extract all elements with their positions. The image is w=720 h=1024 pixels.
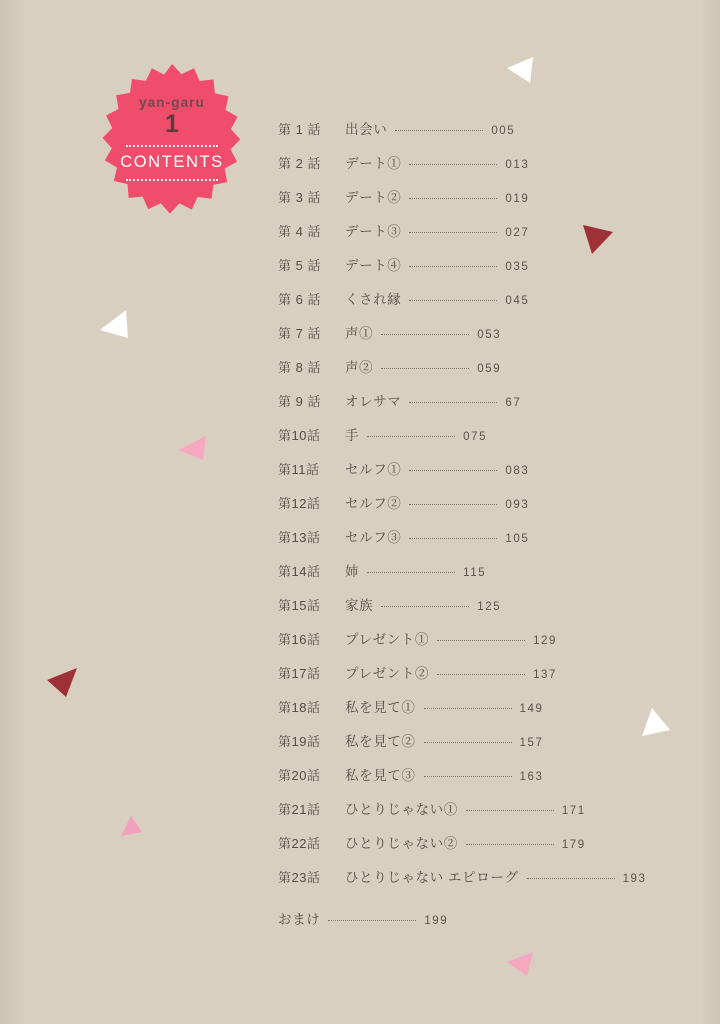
toc-leader-dots xyxy=(409,300,497,301)
toc-entry-episode: 第16話 xyxy=(278,632,321,647)
toc-leader-dots xyxy=(409,232,497,233)
toc-entry[interactable] xyxy=(278,390,678,424)
toc-leader-dots xyxy=(424,742,512,743)
toc-entry-episode: 第 9 話 xyxy=(278,394,321,409)
toc-entry-title: 声① xyxy=(345,326,374,341)
toc-entry-episode: 第 1 話 xyxy=(278,122,321,137)
toc-entry-episode: 第21話 xyxy=(278,802,321,817)
table-of-contents xyxy=(278,118,678,942)
toc-entry[interactable] xyxy=(278,730,678,764)
toc-entry-page: 059 xyxy=(477,363,502,375)
toc-leader-dots xyxy=(527,878,615,879)
toc-entry-page: 053 xyxy=(477,329,502,341)
toc-leader-dots xyxy=(409,504,497,505)
toc-entry-title: 私を見て② xyxy=(345,734,416,749)
toc-entry-title: オレサマ xyxy=(345,394,402,409)
toc-entry-episode: 第18話 xyxy=(278,700,321,715)
toc-leader-dots xyxy=(409,538,497,539)
toc-entry-episode: 第 2 話 xyxy=(278,156,321,171)
toc-entry-page: 093 xyxy=(505,499,530,511)
toc-entry-episode: 第20話 xyxy=(278,768,321,783)
toc-entry-page: 129 xyxy=(533,635,558,647)
toc-entry-episode: 第12話 xyxy=(278,496,321,511)
toc-entry-page: 179 xyxy=(561,839,586,851)
badge-contents-title: CONTENTS xyxy=(120,153,224,171)
toc-entry-title: 私を見て③ xyxy=(345,768,416,783)
toc-entry-episode: 第15話 xyxy=(278,598,321,613)
toc-entry-title: デート② xyxy=(345,190,402,205)
triangle-dark-red-left xyxy=(45,664,79,698)
toc-leader-dots xyxy=(437,640,525,641)
toc-entry-title: ひとりじゃない② xyxy=(345,836,458,851)
toc-entry-title: セルフ② xyxy=(345,496,402,511)
toc-entry[interactable] xyxy=(278,424,678,458)
toc-entry-title: セルフ③ xyxy=(345,530,402,545)
toc-entry[interactable] xyxy=(278,526,678,560)
toc-entry[interactable] xyxy=(278,356,678,390)
toc-entry[interactable] xyxy=(278,560,678,594)
toc-entry[interactable] xyxy=(278,254,678,288)
toc-entry-page: 019 xyxy=(505,193,530,205)
toc-entry-title: デート① xyxy=(345,156,402,171)
toc-entry-title: ひとりじゃない エピローグ xyxy=(345,870,519,885)
toc-entry-page: 125 xyxy=(477,601,502,613)
toc-leader-dots xyxy=(381,368,469,369)
triangle-white-left xyxy=(98,308,130,340)
triangle-pink-left xyxy=(176,430,208,462)
toc-entry[interactable] xyxy=(278,492,678,526)
toc-entry-page: 67 xyxy=(505,397,522,409)
toc-entry-episode: 第 8 話 xyxy=(278,360,321,375)
toc-entry[interactable] xyxy=(278,458,678,492)
toc-leader-dots xyxy=(381,606,469,607)
toc-leader-dots xyxy=(437,674,525,675)
toc-entry-episode: 第 5 話 xyxy=(278,258,321,273)
toc-entry-episode: 第19話 xyxy=(278,734,321,749)
toc-entry-title: デート④ xyxy=(345,258,402,273)
toc-entry-title: 家族 xyxy=(345,598,374,613)
toc-entry-episode: 第22話 xyxy=(278,836,321,851)
triangle-white-top xyxy=(503,55,533,85)
toc-entry-episode: 第 6 話 xyxy=(278,292,321,307)
toc-entry-title: プレゼント② xyxy=(345,666,430,681)
toc-leader-dots xyxy=(409,164,497,165)
toc-entry-page: 137 xyxy=(533,669,558,681)
toc-entry[interactable] xyxy=(278,152,678,186)
toc-entry-page: 083 xyxy=(505,465,530,477)
toc-entry-episode: 第17話 xyxy=(278,666,321,681)
toc-entry-extra[interactable] xyxy=(278,908,678,942)
toc-entry-episode: 第11話 xyxy=(278,462,320,477)
toc-entry-page: 149 xyxy=(519,703,544,715)
toc-leader-dots xyxy=(381,334,469,335)
toc-entry-page: 105 xyxy=(505,533,530,545)
triangle-pink-bottom xyxy=(505,948,535,978)
toc-entry[interactable] xyxy=(278,696,678,730)
toc-entry-episode: 第 7 話 xyxy=(278,326,321,341)
toc-entry-title: セルフ① xyxy=(345,462,402,477)
toc-entry[interactable] xyxy=(278,832,678,866)
triangle-pink-small-left xyxy=(119,814,143,838)
toc-entry-title: 手 xyxy=(345,428,360,443)
toc-entry-page: 163 xyxy=(519,771,544,783)
toc-entry[interactable] xyxy=(278,220,678,254)
toc-entry[interactable] xyxy=(278,322,678,356)
toc-entry-page: 171 xyxy=(561,805,586,817)
toc-entry-page: 199 xyxy=(424,915,449,927)
contents-badge xyxy=(96,62,248,214)
toc-entry-title: デート③ xyxy=(345,224,402,239)
toc-entry-page: 005 xyxy=(491,125,516,137)
toc-leader-dots xyxy=(409,402,497,403)
toc-leader-dots xyxy=(424,708,512,709)
toc-entry-page: 013 xyxy=(505,159,530,171)
toc-entry-page: 193 xyxy=(622,873,647,885)
toc-entry[interactable] xyxy=(278,866,678,900)
toc-entry-title: 声② xyxy=(345,360,374,375)
toc-entry-episode: 第14話 xyxy=(278,564,321,579)
toc-entry[interactable] xyxy=(278,594,678,628)
toc-entry[interactable] xyxy=(278,662,678,696)
toc-entry-page: 027 xyxy=(505,227,530,239)
badge-dotted-rule-bottom xyxy=(126,179,218,181)
toc-entry-episode: 第10話 xyxy=(278,428,321,443)
toc-leader-dots xyxy=(409,266,497,267)
badge-brand-label: yan-garu xyxy=(139,94,205,110)
toc-entry-title: 姉 xyxy=(345,564,360,579)
toc-entry-page: 035 xyxy=(505,261,530,273)
toc-leader-dots xyxy=(424,776,512,777)
toc-entry-episode: 第23話 xyxy=(278,870,321,885)
toc-entry-episode: 第 4 話 xyxy=(278,224,321,239)
toc-entry-episode: 第13話 xyxy=(278,530,321,545)
toc-entry-title: 出会い xyxy=(345,122,388,137)
toc-leader-dots xyxy=(409,198,497,199)
toc-entry[interactable] xyxy=(278,118,678,152)
toc-entry-title: ひとりじゃない① xyxy=(345,802,458,817)
toc-entry-title: プレゼント① xyxy=(345,632,430,647)
toc-entry[interactable] xyxy=(278,798,678,832)
badge-dotted-rule-top xyxy=(126,145,218,147)
toc-leader-dots xyxy=(409,470,497,471)
badge-volume-number: 1 xyxy=(165,110,179,138)
toc-entry-page: 045 xyxy=(505,295,530,307)
toc-entry[interactable] xyxy=(278,628,678,662)
toc-entry-episode: 第 3 話 xyxy=(278,190,321,205)
toc-leader-dots xyxy=(395,130,483,131)
toc-entry-page: 075 xyxy=(463,431,488,443)
toc-entry[interactable] xyxy=(278,186,678,220)
toc-entry-title: おまけ xyxy=(278,912,321,927)
toc-leader-dots xyxy=(328,920,416,921)
toc-entry-title: 私を見て① xyxy=(345,700,416,715)
toc-entry[interactable] xyxy=(278,288,678,322)
toc-entry-page: 157 xyxy=(519,737,544,749)
toc-leader-dots xyxy=(367,436,455,437)
toc-leader-dots xyxy=(367,572,455,573)
toc-entry[interactable] xyxy=(278,764,678,798)
toc-leader-dots xyxy=(466,844,554,845)
toc-leader-dots xyxy=(466,810,554,811)
toc-entry-title: くされ縁 xyxy=(345,292,402,307)
toc-entry-page: 115 xyxy=(463,567,487,579)
